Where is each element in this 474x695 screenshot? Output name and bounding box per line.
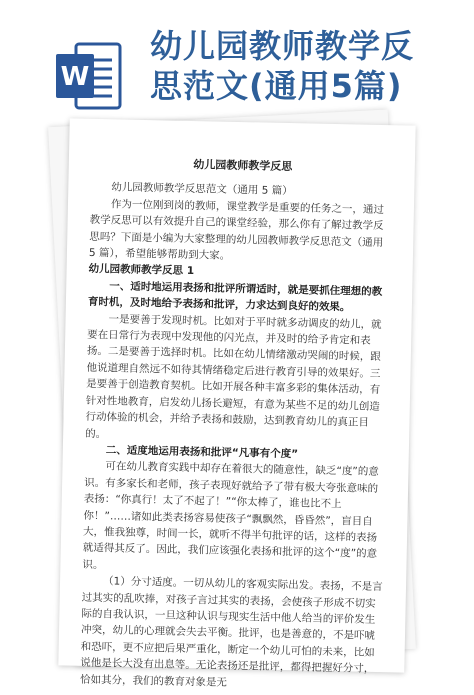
doc-paragraph-2: 可在幼儿教育实践中却存在着很大的随意性，缺乏“度”的意识。有多家长和老师，孩子表现好就给予了带有极大夸张意味的表扬：“你真行！太了不起了！”“你太棒了，谁也比不上你！”……诸如此类表扬容易使孩子“飘飘然，昏昏然”，盲目自大，惟我独尊，时间一长，就听不得半句批评的话，这样的表扬就适得其反了。因此，我们应该强化表扬和批评的这个“度”的意识。 xyxy=(82,460,379,571)
doc-section-heading: 幼儿园教师教学反思 1 xyxy=(88,263,195,278)
doc-intro-paragraph: 作为一位刚到岗的教师，课堂教学是重要的任务之一，通过教学反思可以有效提升自己的课堂经验，那么你有了解过教学反思吗？下面是小编为大家整理的幼儿园教师教学反思范文（通用 5 篇），希望能够帮助到大家。 xyxy=(88,198,385,262)
page-title xyxy=(150,26,468,106)
title-line-2: 思范文(通用5篇) xyxy=(150,67,403,105)
title-line-1: 幼儿园教师教学反 xyxy=(150,27,415,65)
document-page xyxy=(58,118,415,689)
doc-subheading-2: 二、适度地运用表扬和批评“凡事有个度” xyxy=(105,444,299,461)
document-body xyxy=(80,155,395,694)
doc-paragraph-1: 一是要善于发现时机。比如对于平时就多动调皮的幼儿，就要在日常行为表现中发现他的闪光点，并及时的给予肯定和表扬。二是要善于选择时机。比如在幼儿情绪激动哭闹的时候，跟他说道理自然远不如待其情绪稳定后进行教育引导的效果好。三是要善于创造教育契机。比如开展各种丰富多彩的集体活动，有针对性地教育，启发幼儿扬长避短，有意为某些不足的幼儿创造行动体验的机会，并给予表扬和鼓励，达到教育幼儿的真正目的。 xyxy=(85,312,382,440)
doc-subheading-1: 一、适时地运用表扬和批评所谓适时，就是要抓住理想的教育时机，及时地给予表扬和批评，力求达到良好的效果。 xyxy=(87,280,383,314)
svg-text:W: W xyxy=(60,62,90,92)
header-banner xyxy=(0,0,474,130)
document-title: 幼儿园教师教学反思 xyxy=(193,158,293,174)
doc-subtitle: 幼儿园教师教学反思范文（通用 5 篇） xyxy=(111,181,293,198)
doc-paragraph-3: （1）分寸适度。一切从幼儿的客观实际出发。表扬，不是言过其实的乱吹捧，对孩子言过其实的表扬，会使孩子形成不切实际的自我认识，一旦这种认识与现实生活中他人给当的评价发生冲突，幼儿的心理就会失去平衡。批评，也是善意的，不是吓唬和恐吓，更不应把后果严重化，断定一个幼儿可怕的未来，比如说他是长大没有出息等。无论表扬还是批评，都得把握好分寸，恰如其分，我们的教育对象是无 xyxy=(79,575,383,689)
word-document-icon xyxy=(54,38,124,114)
